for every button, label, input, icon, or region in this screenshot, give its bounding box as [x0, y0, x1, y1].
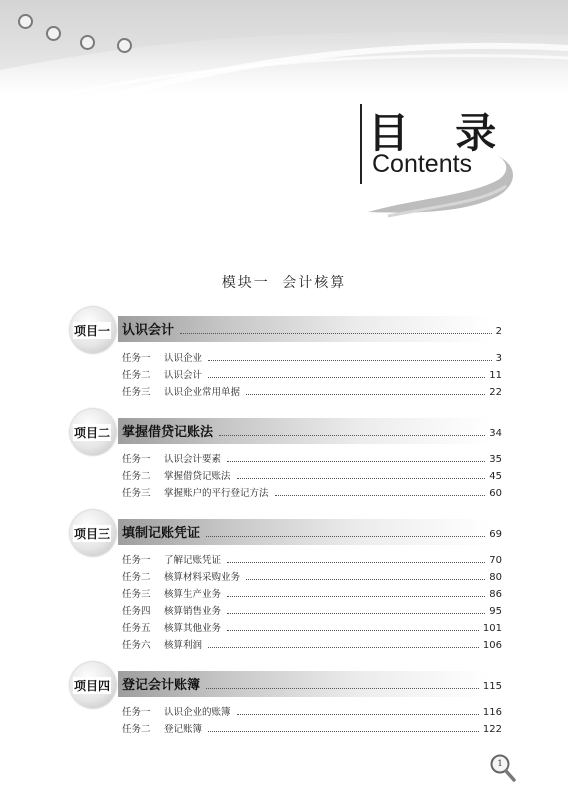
toc-entry-task[interactable] [122, 721, 502, 735]
task-number: 任务一 [122, 707, 151, 718]
task-number: 任务三 [122, 488, 151, 499]
task-number: 任务二 [122, 471, 151, 482]
task-title: 核算生产业务 [164, 589, 222, 600]
toc-entry-task[interactable] [122, 569, 502, 583]
contents-title-block [358, 100, 538, 220]
leader-dots [208, 646, 479, 648]
leader-dots [206, 535, 485, 537]
leader-dots [227, 460, 485, 462]
task-number: 任务二 [122, 724, 151, 735]
page-ref: 106 [482, 640, 502, 651]
page-ref: 122 [482, 724, 502, 735]
page-ref: 80 [489, 572, 502, 583]
project-title: 认识会计 [122, 323, 175, 338]
ring-decoration [117, 38, 132, 53]
task-title: 核算材料采购业务 [164, 572, 241, 583]
toc-entry-task[interactable] [122, 586, 502, 600]
toc-entry-task[interactable] [122, 367, 502, 381]
toc-entry-task[interactable] [122, 637, 502, 651]
task-title: 核算其他业务 [164, 623, 222, 634]
task-number: 任务四 [122, 606, 151, 617]
task-title: 认识会计 [164, 370, 203, 381]
project-label: 项目二 [74, 426, 111, 440]
toc-entry-task[interactable] [122, 620, 502, 634]
page-title: 目 录 [368, 109, 513, 157]
task-title: 掌握账户的平行登记方法 [164, 488, 269, 499]
task-number: 任务一 [122, 555, 151, 566]
task-title: 认识企业常用单据 [164, 387, 241, 398]
ring-decoration [46, 26, 61, 41]
page-ref: 95 [489, 606, 502, 617]
toc-entry-task[interactable] [122, 451, 502, 465]
leader-dots [227, 629, 479, 631]
page-ref: 2 [495, 326, 502, 337]
page-ref: 11 [489, 370, 502, 381]
leader-dots [275, 494, 486, 496]
task-number: 任务二 [122, 572, 151, 583]
ring-decoration [80, 35, 95, 50]
project-label: 项目一 [74, 324, 111, 338]
toc-entry-project[interactable] [122, 674, 502, 693]
task-number: 任务二 [122, 370, 151, 381]
task-title: 掌握借贷记账法 [164, 471, 231, 482]
task-title: 认识会计要素 [164, 454, 222, 465]
header-band [0, 0, 568, 95]
page-ref: 22 [489, 387, 502, 398]
task-title: 登记账簿 [164, 724, 203, 735]
page-ref: 86 [489, 589, 502, 600]
page-ref: 34 [489, 428, 502, 439]
leader-dots [227, 612, 485, 614]
page-ref: 45 [489, 471, 502, 482]
leader-dots [246, 393, 485, 395]
leader-dots [237, 477, 486, 479]
toc-entry-project[interactable] [122, 522, 502, 541]
leader-dots [237, 713, 479, 715]
task-title: 核算利润 [164, 640, 203, 651]
project-label: 项目三 [74, 527, 111, 541]
leader-dots [246, 578, 485, 580]
toc-entry-task[interactable] [122, 603, 502, 617]
toc-entry-project[interactable] [122, 421, 502, 440]
page-number-text: 1 [497, 759, 503, 768]
page-number [487, 754, 517, 784]
toc-entry-task[interactable] [122, 704, 502, 718]
page-ref: 69 [489, 529, 502, 540]
leader-dots [208, 359, 492, 361]
project-title: 掌握借贷记账法 [122, 425, 214, 440]
swoosh-decoration [358, 140, 538, 220]
toc-entry-task[interactable] [122, 384, 502, 398]
task-number: 任务五 [122, 623, 151, 634]
task-number: 任务三 [122, 589, 151, 600]
task-title: 了解记账凭证 [164, 555, 222, 566]
page-ref: 3 [495, 353, 502, 364]
task-title: 认识企业 [164, 353, 203, 364]
task-number: 任务六 [122, 640, 151, 651]
ring-decoration [18, 14, 33, 29]
task-number: 任务一 [122, 454, 151, 465]
page-ref: 101 [482, 623, 502, 634]
task-number: 任务三 [122, 387, 151, 398]
leader-dots [180, 332, 492, 334]
toc-entry-task[interactable] [122, 468, 502, 482]
leader-dots [208, 730, 479, 732]
toc-entry-task[interactable] [122, 552, 502, 566]
leader-dots [206, 687, 479, 689]
toc-entry-project[interactable] [122, 319, 502, 338]
page-ref: 35 [489, 454, 502, 465]
leader-dots [208, 376, 485, 378]
toc-entry-task[interactable] [122, 350, 502, 364]
task-title: 核算销售业务 [164, 606, 222, 617]
project-label: 项目四 [74, 679, 111, 693]
page-ref: 116 [482, 707, 502, 718]
leader-dots [219, 434, 485, 436]
page-ref: 60 [489, 488, 502, 499]
task-number: 任务一 [122, 353, 151, 364]
page-ref: 115 [482, 681, 502, 692]
page-ref: 70 [489, 555, 502, 566]
project-title: 登记会计账簿 [122, 678, 201, 693]
toc-entry-task[interactable] [122, 485, 502, 499]
task-title: 认识企业的账簿 [164, 707, 231, 718]
project-title: 填制记账凭证 [122, 526, 201, 541]
page-subtitle: Contents [372, 150, 473, 178]
leader-dots [227, 595, 485, 597]
module-title: 模块一 会计核算 [221, 275, 347, 291]
leader-dots [227, 561, 485, 563]
